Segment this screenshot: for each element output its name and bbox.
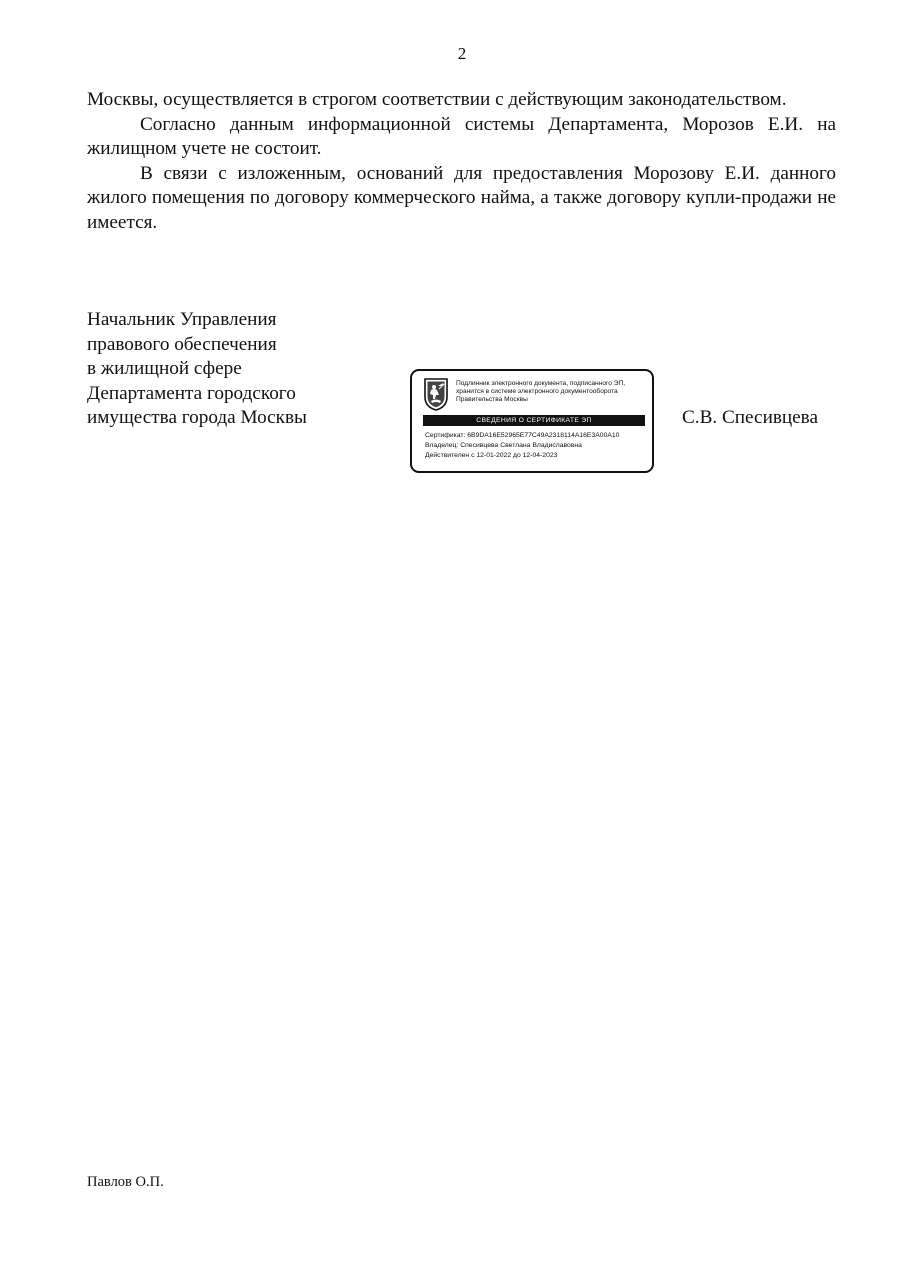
moscow-coat-of-arms-icon xyxy=(423,377,449,411)
signer-title-line: Департамента городского xyxy=(87,382,296,404)
page-number: 2 xyxy=(457,44,467,63)
signer-title-line: имущества города Москвы xyxy=(87,407,307,428)
electronic-signature-stamp xyxy=(410,369,654,473)
signer-name: С.В. Спесивцева xyxy=(682,407,818,428)
paragraph-3: В связи с изложенным, оснований для предоставления Морозову Е.И. данного жилого помещения по договору коммерческого найма, а также договору купли-продажи не имеется. xyxy=(87,162,836,233)
stamp-header-line: Подлинник электронного документа, подписанного ЭП, xyxy=(456,380,626,387)
stamp-header xyxy=(456,380,652,405)
stamp-validity: Действителен с 12-01-2022 до 12-04-2023 xyxy=(425,452,558,459)
letter-body xyxy=(87,88,836,235)
stamp-header-line: Правительства Москвы xyxy=(456,396,528,404)
signer-title-line: Начальник Управления xyxy=(87,309,277,330)
stamp-certificate-bar: СВЕДЕНИЯ О СЕРТИФИКАТЕ ЭП xyxy=(423,415,645,426)
paragraph-1: Москвы, осуществляется в строгом соответствии с действующим законодательством. xyxy=(87,89,787,110)
executor-name: Павлов О.П. xyxy=(87,1174,164,1190)
signer-title-line: в жилищной сфере xyxy=(87,358,242,379)
stamp-certificate: Сертификат: 6B9DA16E52965E77C49A2318114A16E3A00A10 xyxy=(425,432,620,439)
signer-title-line: правового обеспечения xyxy=(87,333,277,355)
signer-title xyxy=(87,308,387,431)
paragraph-2: Согласно данным информационной системы Департамента, Морозов Е.И. на жилищном учете не состоит. xyxy=(87,113,836,159)
stamp-details xyxy=(425,431,654,461)
stamp-header-line: хранится в системе электронного документооборота xyxy=(456,388,618,396)
stamp-owner: Владелец: Спесивцева Светлана Владиславовна xyxy=(425,442,582,449)
